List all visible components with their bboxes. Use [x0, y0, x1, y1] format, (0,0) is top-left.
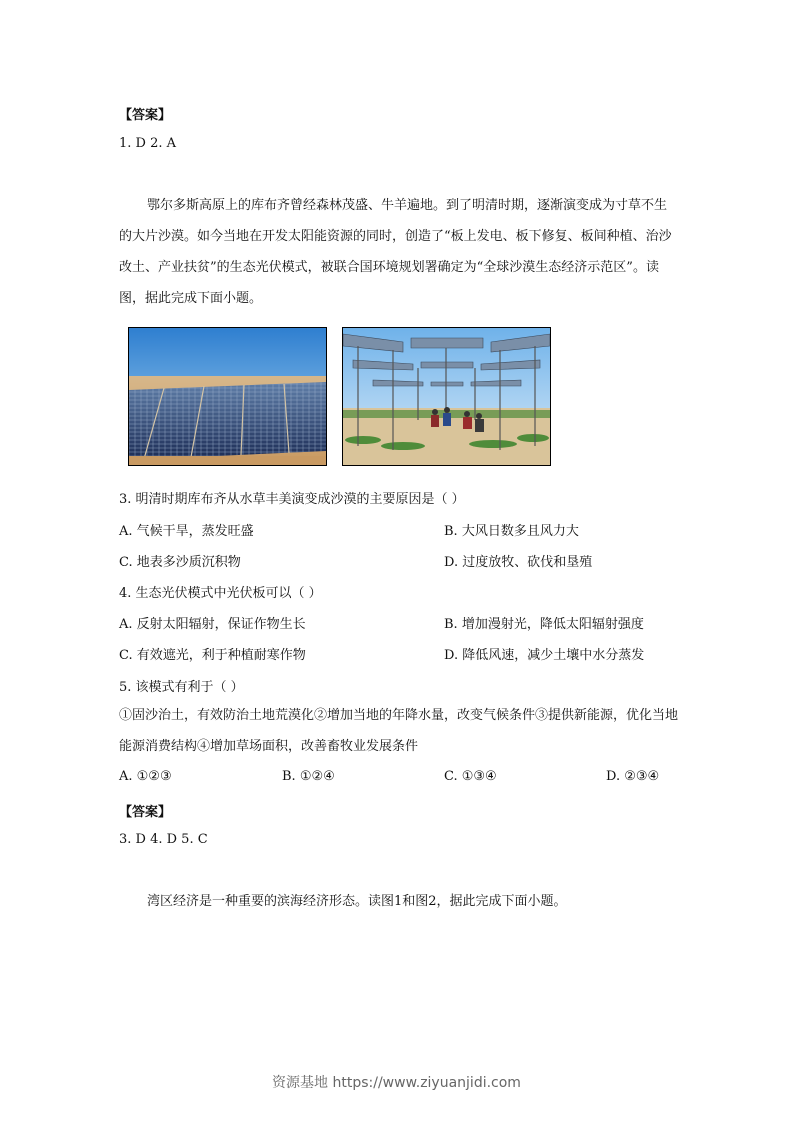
question-5-body: ①固沙治土，有效防治土地荒漠化②增加当地的年降水量，改变气候条件③提供新能源，优化当地能源消费结构④增加草场面积，改善畜牧业发展条件: [119, 708, 679, 754]
question-4-option-c: C. 有效遮光，利于种植耐寒作物: [119, 648, 306, 663]
footer-watermark: 资源基地 https://www.ziyuanjidi.com: [272, 1075, 521, 1091]
question-3-option-a: A. 气候干旱，蒸发旺盛: [119, 524, 254, 539]
question-4-option-d: D. 降低风速，减少土壤中水分蒸发: [444, 648, 645, 663]
question-5-option-b: B. ①②④: [282, 769, 335, 784]
answer-heading-1: 【答案】: [119, 108, 172, 123]
question-4-stem: 4. 生态光伏模式中光伏板可以（ ）: [119, 586, 322, 601]
question-4-option-b: B. 增加漫射光，降低太阳辐射强度: [444, 617, 644, 632]
passage-1: 鄂尔多斯高原上的库布齐曾经森林茂盛、牛羊遍地。到了明清时期，逐渐演变成为寸草不生的大片沙漠。如今当地在开发太阳能资源的同时，创造了“板上发电、板下修复、板间种植、治沙改土、产业扶贫”的生态光伏模式，被联合国环境规划署确定为“全球沙漠生态经济示范区”。读图，据此完成下面小题。: [119, 198, 672, 306]
question-5-option-d: D. ②③④: [606, 769, 660, 784]
question-4-option-a: A. 反射太阳辐射，保证作物生长: [119, 617, 306, 632]
passage-2: 湾区经济是一种重要的滨海经济形态。读图1和图2，据此完成下面小题。: [147, 894, 567, 909]
question-3-option-d: D. 过度放牧、砍伐和垦殖: [444, 555, 593, 570]
agrivoltaic-photo: [342, 327, 551, 466]
question-3-option-b: B. 大风日数多且风力大: [444, 524, 579, 539]
question-5-stem: 5. 该模式有利于（ ）: [119, 680, 244, 695]
answer-heading-2: 【答案】: [119, 805, 172, 820]
question-5-option-c: C. ①③④: [444, 769, 497, 784]
answer-text-1: 1. D 2. A: [119, 136, 177, 151]
solar-farm-photo: [128, 327, 327, 466]
question-3-option-c: C. 地表多沙质沉积物: [119, 555, 241, 570]
answer-text-2: 3. D 4. D 5. C: [119, 832, 208, 847]
question-5-option-a: A. ①②③: [119, 769, 172, 784]
question-3-stem: 3. 明清时期库布齐从水草丰美演变成沙漠的主要原因是（ ）: [119, 492, 465, 507]
